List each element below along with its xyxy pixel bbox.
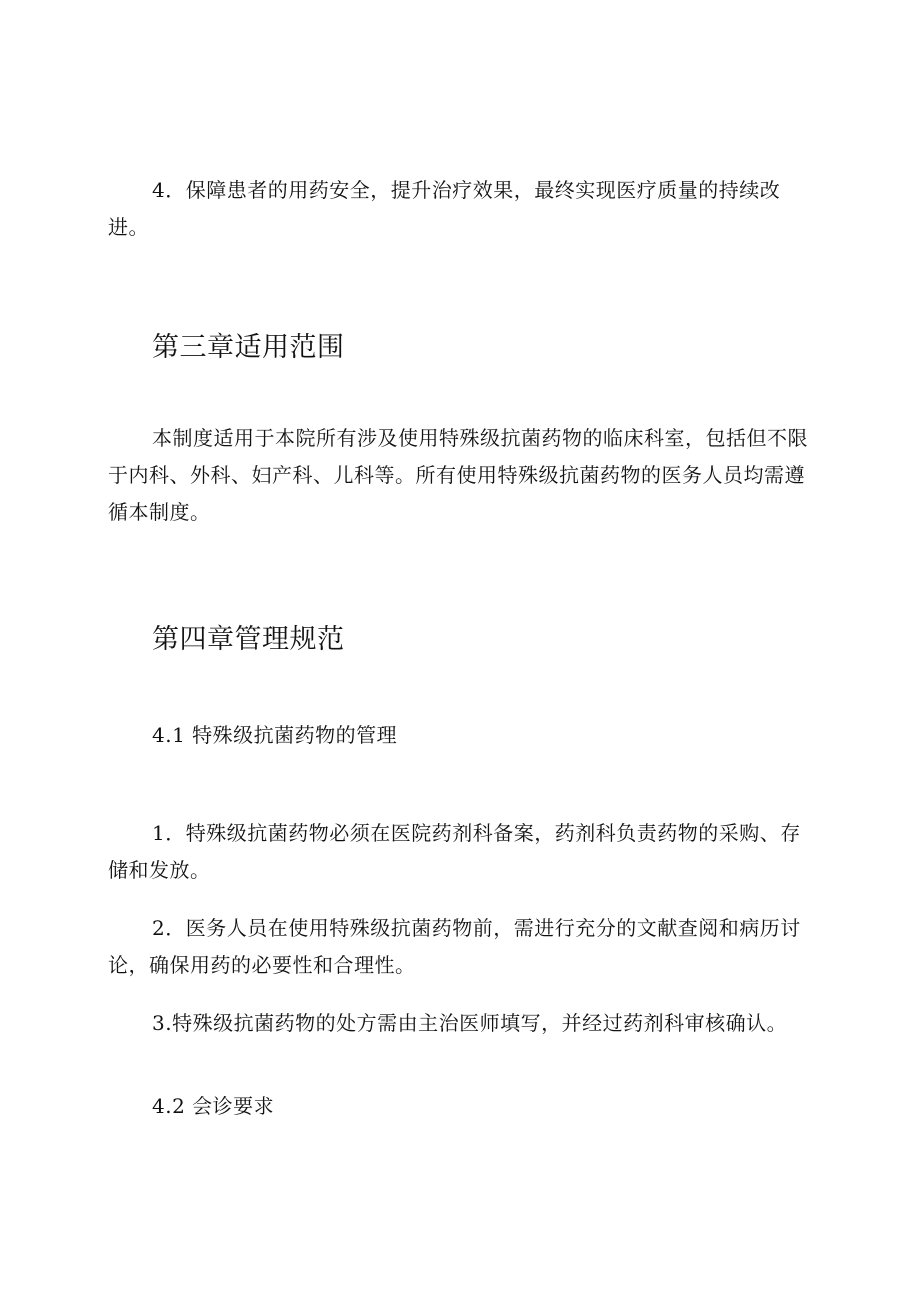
- chapter-3-heading: 第三章适用范围: [152, 332, 345, 363]
- list-item-4: 4．保障患者的用药安全，提升治疗效果，最终实现医疗质量的持续改进。: [108, 178, 781, 239]
- section-4-1-heading: 4.1 特殊级抗菌药物的管理: [152, 723, 398, 747]
- list-item-1: 1．特殊级抗菌药物必须在医院药剂科备案，药剂科负责药物的采购、存储和发放。: [108, 821, 801, 882]
- section-4-2-heading: 4.2 会诊要求: [152, 1094, 275, 1118]
- chapter-3-paragraph: 本制度适用于本院所有涉及使用特殊级抗菌药物的临床科室，包括但不限于内科、外科、妇产科、儿科等。所有使用特殊级抗菌药物的医务人员均需遵循本制度。: [108, 426, 808, 524]
- list-item-2: 2．医务人员在使用特殊级抗菌药物前，需进行充分的文献查阅和病历讨论，确保用药的必要性和合理性。: [108, 916, 801, 977]
- list-item-3: 3.特殊级抗菌药物的处方需由主治医师填写，并经过药剂科审核确认。: [152, 1011, 788, 1035]
- chapter-4-heading: 第四章管理规范: [152, 624, 345, 655]
